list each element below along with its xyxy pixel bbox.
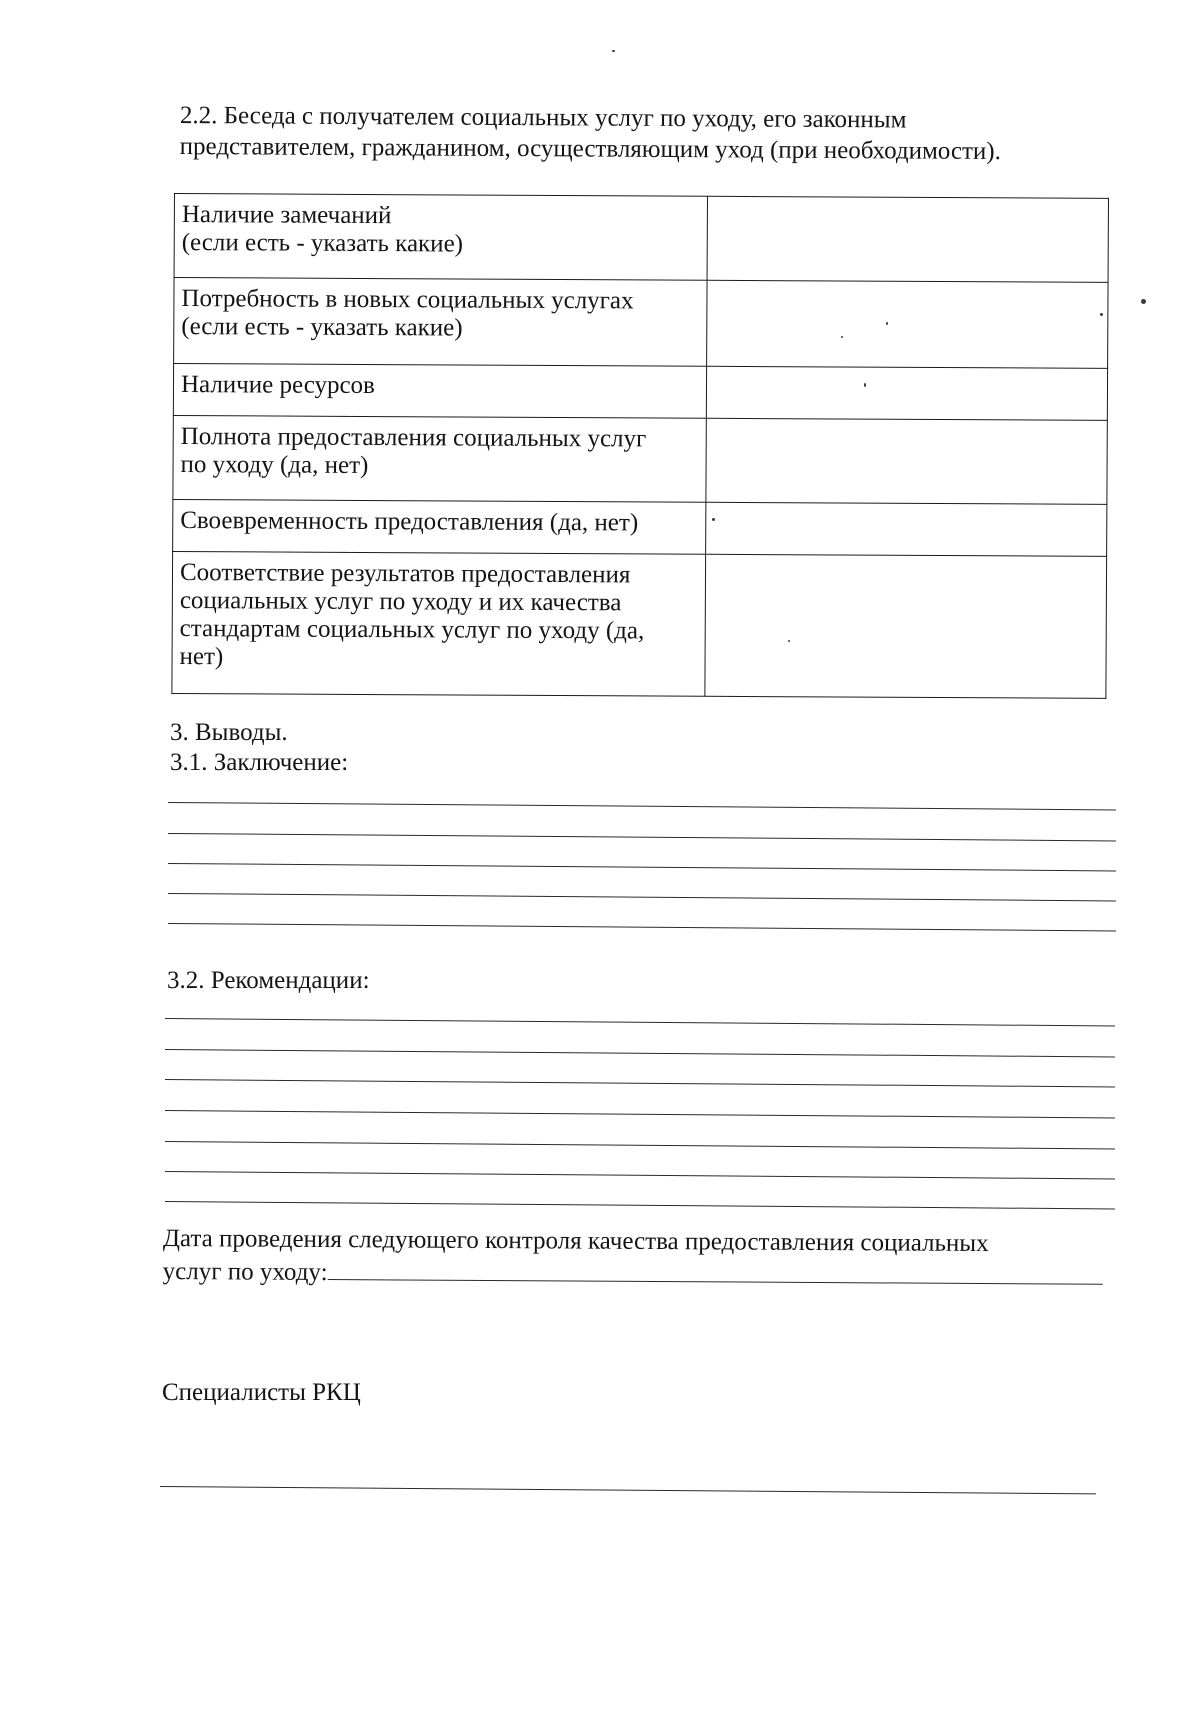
recommendations-label: 3.2. Рекомендации: [167,967,370,994]
table-row [173,499,1107,556]
table-row [174,194,1108,283]
conclusion-line[interactable] [168,802,1116,810]
section-2-2-line-1: 2.2. Беседа с получателем социальных услуг по уходу, его законным [179,101,907,134]
next-control-date [163,1224,1118,1293]
row-value-cell[interactable] [705,554,1107,698]
next-control-date-field[interactable] [328,1255,1103,1285]
scan-speck [788,640,790,642]
row-label-line: Своевременность предоставления (да, нет) [180,507,639,537]
row-label-line: нет) [179,643,224,671]
row-value-cell[interactable] [706,502,1107,556]
recommendation-line[interactable] [165,1079,1115,1087]
table-row [174,278,1108,369]
assessment-table [171,193,1109,699]
row-label-line: социальных услуг по уходу и их качества [179,587,622,617]
row-label-line: Наличие ресурсов [180,371,375,400]
conclusion-line[interactable] [168,923,1116,931]
table-row [173,364,1107,421]
row-value-cell[interactable] [706,418,1108,504]
scan-speck [1141,299,1146,304]
row-label-line: Соответствие результатов предоставления [179,559,631,589]
conclusion-line[interactable] [168,833,1116,841]
section-2-2-heading [180,100,1100,168]
row-label-line: (если есть - указать какие) [181,313,463,342]
scan-speck [612,50,615,52]
row-value-cell[interactable] [707,196,1109,282]
table-row [173,415,1107,504]
row-label-line: Полнота предоставления социальных услуг [180,423,647,453]
conclusion-label: 3.1. Заключение: [170,749,349,776]
conclusion-line[interactable] [168,863,1116,871]
recommendation-line[interactable] [165,1141,1115,1149]
recommendation-line[interactable] [165,1171,1115,1179]
row-value-cell[interactable] [707,280,1109,368]
scan-speck [841,336,843,338]
row-label-line: стандартам социальных услуг по уходу (да, [179,615,645,645]
next-control-line-1: Дата проведения следующего контроля качества предоставления социальных [162,1225,989,1258]
row-label [173,415,706,502]
recommendation-line[interactable] [165,1018,1115,1026]
scan-speck [1100,313,1103,316]
scan-speck [886,322,888,325]
recommendation-line[interactable] [165,1049,1115,1057]
recommendation-line[interactable] [165,1201,1115,1209]
row-label-line: (если есть - указать какие) [181,229,464,258]
row-label [174,194,707,281]
table-row [172,551,1107,698]
row-label-line: Наличие замечаний [181,201,392,230]
conclusion-line[interactable] [168,893,1116,901]
row-label [173,499,706,554]
next-control-line-2 [163,1254,1118,1293]
row-label [174,278,707,367]
row-label-line: по уходу (да, нет) [180,451,369,480]
next-control-label: услуг по уходу: [162,1257,328,1287]
specialists-label: Специалисты РКЦ [162,1379,361,1406]
section-2-2-line-2: представителем, гражданином, осуществляющим уход (при необходимости). [179,132,1002,166]
signature-line[interactable] [160,1486,1096,1494]
row-label-line: Потребность в новых социальных услугах [181,285,634,315]
recommendation-line[interactable] [165,1110,1115,1118]
row-label [172,551,706,696]
row-label [173,364,706,419]
section-3-title: 3. Выводы. [170,719,288,746]
scan-speck [712,518,715,521]
scan-speck [864,383,866,387]
row-value-cell[interactable] [706,366,1107,420]
